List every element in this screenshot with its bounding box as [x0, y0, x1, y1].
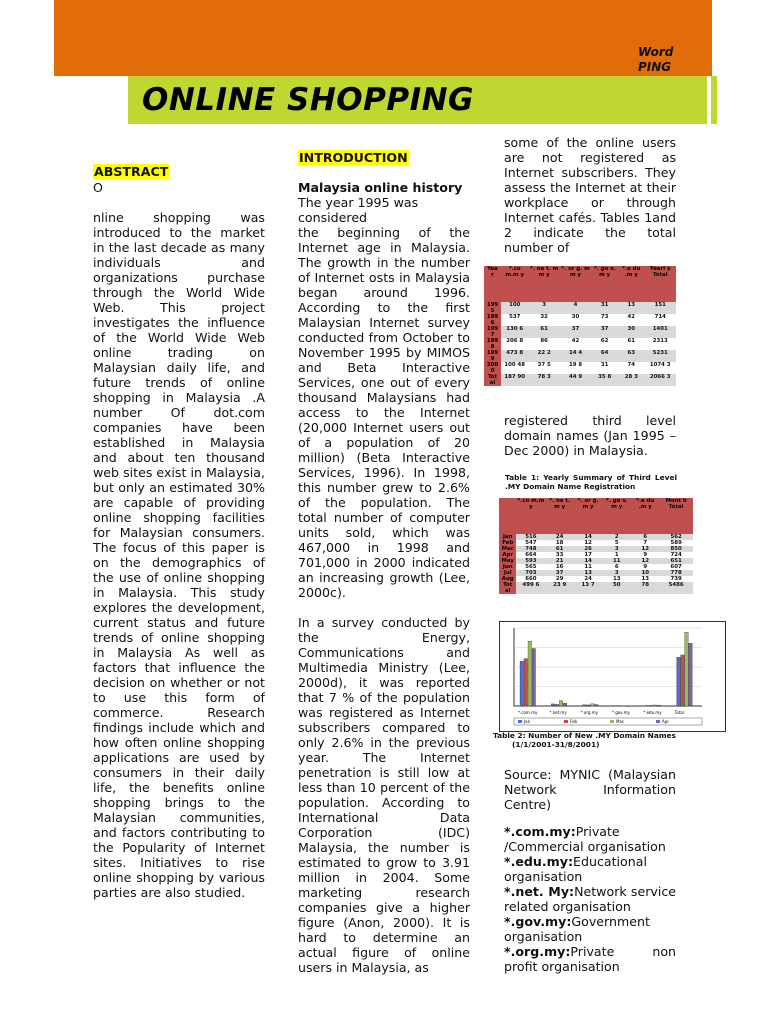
table1-cell: 4 [560, 302, 591, 314]
column3-intro [504, 135, 676, 255]
chart-legend-swatch [564, 720, 568, 723]
table1-header-row [484, 266, 676, 302]
definition-key: *.com.my: [504, 824, 576, 839]
table1-header-cell: *.e du .m y [618, 266, 644, 302]
table2-header-cell: *.co m.m y [516, 498, 545, 534]
table1-cell: 199 9 [484, 350, 501, 362]
document-title: ONLINE SHOPPING [142, 82, 474, 118]
list-item [504, 824, 676, 854]
chart-bar [614, 706, 618, 707]
table-row [484, 362, 676, 374]
chart-bar [551, 704, 555, 706]
table1-header-cell: Yearl y Total [644, 266, 676, 302]
definition-key: *.edu.my: [504, 854, 574, 869]
table-row [484, 374, 676, 386]
table1-cell: 22 2 [529, 350, 560, 362]
table1-cell: 64 [591, 350, 618, 362]
table1-cell: 86 [529, 338, 560, 350]
chart-bar [657, 705, 661, 706]
chart-frame [499, 621, 726, 732]
header-banner [54, 0, 712, 76]
table2-cell: 547 [516, 540, 545, 546]
chart-bar [520, 661, 524, 706]
table2-cell: 6 [602, 564, 631, 570]
table-row [484, 326, 676, 338]
table2-cell: 5 [602, 540, 631, 546]
table-row [499, 582, 693, 594]
source-definitions [504, 767, 676, 974]
definition-value: Private /Commercial organisation [504, 824, 666, 854]
header-tag-line1: Word [638, 45, 674, 59]
table1-cell: 42 [560, 338, 591, 350]
chart-legend-swatch [518, 720, 522, 723]
table2-cell: 33 [545, 552, 573, 558]
table2-cell: Jul [499, 570, 516, 576]
table2-cell: 21 [545, 558, 573, 564]
abstract-column [93, 164, 265, 900]
table1-cell: 1074 3 [644, 362, 676, 374]
table2-cell: Jan [499, 534, 516, 540]
table1-cell: 19 8 [560, 362, 591, 374]
table1-cell: 206 8 [501, 338, 529, 350]
column3-top-text: some of the online users are not registered as Internet subscribers. They assess the Internet at their workplace or through Internet cafés. Tables 1and 2 indicate the total number of [504, 135, 676, 255]
table2-cell: 562 [659, 534, 693, 540]
table1-cell: 14 4 [560, 350, 591, 362]
table2-cell: Feb [499, 540, 516, 546]
abstract-body: nline shopping was introduced to the market in the last decade as many individuals and organizations purchase through the World Wide Web. This project investigates the influence of the World Wide Web online trading on Malaysian daily life, and future trends of online shopping in Malaysia .A number Of dot.com companies have been established in Malaysia and about ten thousand web sites exist in Malaysia, but only an estimated 30% are capable of providing online shopping facilities for Malaysian consumers. The focus of this paper is on the demographics of the use of online shopping in Malaysia. This study explores the development, current status and future trends of online shopping in Malaysia As well as factors that influence the decision on whether or not to use this form of commerce. Research findings include which and how often online shopping applications are used by consumers in their daily life, the benefits online shopping brings to the Malaysian communities, and factors contributing to the Popularity of Internet sites. Initiatives to rise online shopping by various parties are also studied. [93, 210, 265, 900]
chart-bar [626, 706, 630, 707]
table2-cell: Apr [499, 552, 516, 558]
table2-cell: 607 [659, 564, 693, 570]
header-tag-line2: PING [638, 60, 672, 74]
definition-key: *.org.my: [504, 944, 571, 959]
chart-legend-label: Jan [524, 719, 531, 724]
table1-cell: 78 3 [529, 374, 560, 386]
table1-cell: 31 [591, 302, 618, 314]
table2-cell: 17 [574, 552, 602, 558]
table2-cell: 12 [631, 558, 659, 564]
table2-cell: 13 [631, 576, 659, 582]
chart-legend-label: Mac [616, 719, 625, 724]
chart-legend-swatch [656, 720, 660, 723]
table1-cell: 2313 [644, 338, 676, 350]
table2-cell: 37 [545, 570, 573, 576]
table1-cell: 42 [618, 314, 644, 326]
source-text: Source: MYNIC (Malaysian Network Information Centre) [504, 767, 676, 812]
definition-value: Network service related organisation [504, 884, 677, 914]
chart-bar [681, 655, 685, 706]
definition-value: Educational organisation [504, 854, 647, 884]
table-row [484, 314, 676, 326]
table2-header-cell: *. go v. m y [602, 498, 631, 534]
table1-cell: 61 [618, 338, 644, 350]
table2-cell: 61 [545, 546, 573, 552]
table1-cell: 31 [591, 362, 618, 374]
table2-cell: 724 [659, 552, 693, 558]
table2-header-cell: Mont h Total [659, 498, 693, 534]
table1-cell: 37 [591, 326, 618, 338]
table2-cell: 589 [659, 540, 693, 546]
table1-cell: 199 7 [484, 326, 501, 338]
table1-cell: 37 [560, 326, 591, 338]
chart-tick-label: Total [674, 710, 685, 715]
introduction-para2: In a survey conducted by the Energy, Communications and Multimedia Ministry (Lee, 2000d), it was reported that 7 % of the population was registered as Internet subscribers compared to only 2.6% in the previous year. The Internet penetration is still low at less than 10 percent of the population. According to International Data Corporation (IDC) Malaysia, the number is estimated to grow to 3.91 million in 2004. Some marketing research companies give a higher figure (Anon, 2000). It is hard to determine an actual figure of online users in Malaysia, as [298, 615, 470, 975]
chart-bar [583, 705, 587, 706]
table2-cell: 78 [631, 582, 659, 594]
table2-wrapper [499, 498, 693, 594]
chart-bar [689, 643, 693, 706]
chart-tick-label: *.org.my [580, 710, 599, 715]
table-row [484, 302, 676, 314]
table2-cell: 18 [545, 540, 573, 546]
table1 [484, 266, 676, 386]
table1-cell: 200 0 [484, 362, 501, 374]
table2-cell: 16 [545, 564, 573, 570]
table2-cell: 24 [545, 534, 573, 540]
chart-bar [622, 706, 626, 707]
table2-cell: Aug [499, 576, 516, 582]
definition-key: *.net. My: [504, 884, 575, 899]
table2-cell: 778 [659, 570, 693, 576]
chart-bar [528, 641, 532, 706]
table1-cell: 100 [501, 302, 529, 314]
chart-bar [618, 706, 622, 707]
table1-header-cell: *. go v. m y [591, 266, 618, 302]
introduction-column [298, 150, 470, 975]
table1-wrapper [484, 266, 676, 386]
table2-header-cell: *.e du .m y [631, 498, 659, 534]
chart-bar [524, 659, 528, 706]
definition-value: Government organisation [504, 914, 650, 944]
table1-cell: 73 [591, 314, 618, 326]
table2-cell: 516 [516, 534, 545, 540]
table2-cell: 2 [602, 534, 631, 540]
definition-value: Private non profit organisation [504, 944, 676, 974]
table1-cell: 1401 [644, 326, 676, 338]
table2-cell: 565 [516, 564, 545, 570]
table2-cell: 11 [574, 564, 602, 570]
table2-cell: 664 [516, 552, 545, 558]
chart-legend-swatch [610, 720, 614, 723]
table2-cell: Mac [499, 546, 516, 552]
table2-cell: 10 [631, 570, 659, 576]
table2-cell: 1 [602, 552, 631, 558]
table2-cell: 14 [574, 534, 602, 540]
table1-cell: 37 5 [529, 362, 560, 374]
table1-cell: 199 8 [484, 338, 501, 350]
table1-cell: 74 [618, 362, 644, 374]
table2-cell: 50 [602, 582, 631, 594]
table2-cell: 3 [602, 546, 631, 552]
table1-cell: 5231 [644, 350, 676, 362]
table2-cell: 29 [545, 576, 573, 582]
table1-cell: 537 [501, 314, 529, 326]
table-row [484, 338, 676, 350]
chart-bar [587, 705, 591, 706]
table1-header-cell: *. ne t. m m y [529, 266, 560, 302]
table2-cell: 11 [602, 558, 631, 564]
table1-cell: 13 [618, 302, 644, 314]
abstract-dropcap: O [93, 180, 103, 195]
table2-cell: 593 [516, 558, 545, 564]
chart-bar [591, 704, 595, 706]
table2-cell: 14 [574, 558, 602, 564]
table1-header-cell: *.co m.m y [501, 266, 529, 302]
table1-cell: 3 [529, 302, 560, 314]
chart-tick-label: *.net.my [549, 710, 567, 715]
table2-cell: 13 [574, 570, 602, 576]
table2-cell: May [499, 558, 516, 564]
table2-cell: 748 [516, 546, 545, 552]
table1-cell: Tot al [484, 374, 501, 386]
table2-cell: 850 [659, 546, 693, 552]
chart-legend-label: Feb [570, 719, 578, 724]
table2-cell: 12 [574, 540, 602, 546]
chart-bar [677, 657, 681, 706]
domain-bar-chart [500, 622, 725, 731]
table1-cell: 62 [591, 338, 618, 350]
table1-cell: 151 [644, 302, 676, 314]
table2-cell: Tot al [499, 582, 516, 594]
list-item [504, 914, 676, 944]
table2-header-cell: *. or g. m y [574, 498, 602, 534]
table1-cell: 199 6 [484, 314, 501, 326]
chart-tick-label: *.com.my [518, 710, 538, 715]
definition-list [504, 824, 676, 974]
chart-bar [685, 632, 689, 706]
table1-cell: 44 9 [560, 374, 591, 386]
table1-cell: 130 6 [501, 326, 529, 338]
table1-cell: 30 [560, 314, 591, 326]
chart-bar [532, 648, 536, 706]
table1-cell: 473 8 [501, 350, 529, 362]
table2-cell: 9 [631, 552, 659, 558]
chart-bar [563, 703, 567, 706]
chart-caption: Table 2: Number of New .MY Domain Names [493, 731, 676, 740]
table2-header-row [499, 498, 693, 534]
table1-caption: Table 1: Yearly Summary of Third Level .MY Domain Name Registration [505, 473, 677, 491]
table2-cell: 6 [631, 534, 659, 540]
table1-header-cell: Yea r [484, 266, 501, 302]
table1-cell: 199 5 [484, 302, 501, 314]
table2-cell: 24 [574, 576, 602, 582]
table2-cell: 13 7 [574, 582, 602, 594]
chart-bar [653, 705, 657, 706]
chart-tick-label: *.gov.my [612, 710, 630, 715]
table1-cell: 2066 3 [644, 374, 676, 386]
introduction-para1: the beginning of the Internet age in Malaysia. The growth in the number of Internet osts in Malaysia began around 1996. According to the first Malaysian Internet survey conducted from October to November 1995 by MIMOS and Beta Interactive Services, one out of every thousand Malaysians had access to the Internet (20,000 Internet users out of a population of 20 million) (Beta Interactive Services, 1996). In 1998, this number grew to 2.6% of the population. The total number of computer units sold, which was 467,000 in 1998 and 701,000 in 2000 indicated an increasing growth (Lee, 2000c). [298, 225, 470, 600]
table2-cell: 660 [516, 576, 545, 582]
table1-cell: 61 [529, 326, 560, 338]
table2 [499, 498, 693, 594]
table1-cell: 100 48 [501, 362, 529, 374]
chart-caption-dates: (1/1/2001-31/8/2001) [512, 740, 600, 749]
table2-cell: 23 9 [545, 582, 573, 594]
chart-legend-label: Apr [662, 719, 669, 724]
table2-cell: 739 [659, 576, 693, 582]
table2-cell: 499 6 [516, 582, 545, 594]
table2-cell: 5486 [659, 582, 693, 594]
column3-after-table [504, 413, 676, 458]
column3-after-table-text: registered third level domain names (Jan 1995 – Dec 2000) in Malaysia. [504, 413, 676, 458]
introduction-heading: INTRODUCTION [299, 150, 408, 165]
definition-key: *.gov.my: [504, 914, 572, 929]
list-item [504, 944, 676, 974]
chart-bar [595, 705, 599, 706]
table1-cell: 35 8 [591, 374, 618, 386]
introduction-para1-start: The year 1995 was considered [298, 195, 419, 225]
chart-bar [649, 705, 653, 706]
table1-header-cell: *. or g. m m y [560, 266, 591, 302]
chart-bar [555, 704, 559, 706]
table2-header-cell [499, 498, 516, 534]
list-item [504, 854, 676, 884]
table1-cell: 714 [644, 314, 676, 326]
table2-cell: 7 [631, 540, 659, 546]
table2-cell: 703 [516, 570, 545, 576]
table2-cell: 3 [602, 570, 631, 576]
table2-header-cell: *. ne t. m y [545, 498, 573, 534]
table2-cell: 13 [602, 576, 631, 582]
table1-cell: 28 3 [618, 374, 644, 386]
table1-cell: 32 [529, 314, 560, 326]
chart-legend [514, 718, 702, 725]
table2-cell: 12 [631, 546, 659, 552]
table1-cell: 63 [618, 350, 644, 362]
table-row [484, 350, 676, 362]
table2-cell: 26 [574, 546, 602, 552]
table2-cell: Jun [499, 564, 516, 570]
chart-bar [559, 701, 563, 706]
table1-cell: 187 90 [501, 374, 529, 386]
chart-tick-label: *.edu.my [643, 710, 662, 715]
chart-bar [645, 705, 649, 706]
introduction-subheading: Malaysia online history [298, 180, 463, 195]
abstract-heading: ABSTRACT [94, 164, 169, 179]
table2-cell: 651 [659, 558, 693, 564]
table1-cell: 30 [618, 326, 644, 338]
table2-cell: 9 [631, 564, 659, 570]
list-item [504, 884, 676, 914]
